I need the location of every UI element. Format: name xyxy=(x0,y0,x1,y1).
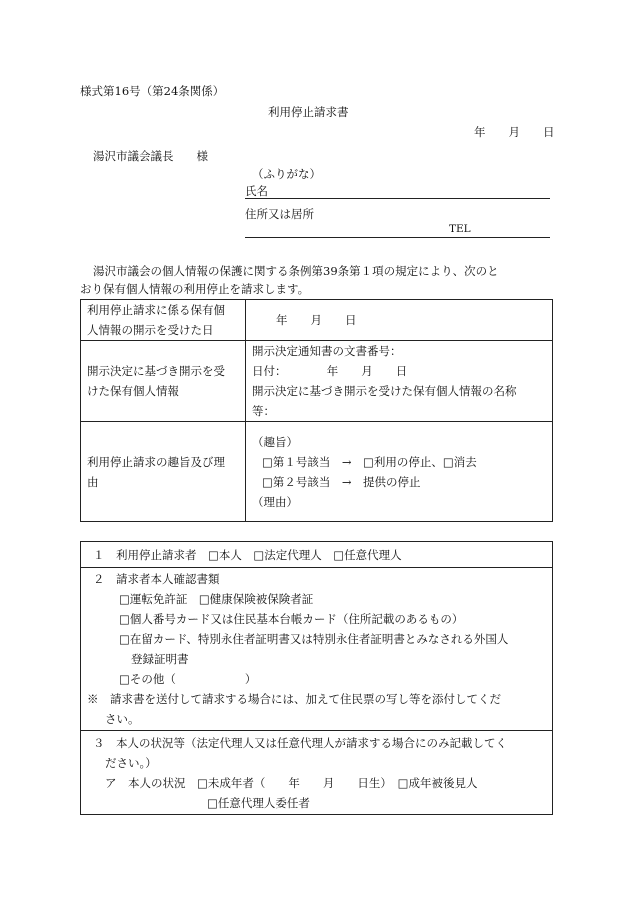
furigana-label: （ふりがな） xyxy=(252,167,321,181)
note-line: さい。 xyxy=(105,712,140,726)
date-field[interactable]: 年 月 日 xyxy=(474,125,555,139)
label-cell xyxy=(81,341,246,422)
purpose-reason-cell[interactable] xyxy=(246,422,553,522)
checkbox-line[interactable]: □在留カード、特別永住者証明書又は特別永住者証明書とみなされる外国人 xyxy=(119,632,509,646)
label-text: 人情報の開示を受けた日 xyxy=(87,323,214,337)
checkbox-line[interactable]: □個人番号カード又は住民基本台帳カード（住所記載のあるもの） xyxy=(119,612,464,626)
section-title-cont: ださい。） xyxy=(105,755,157,770)
checkbox-line[interactable]: ア 本人の状況 □未成年者（ 年 月 日生） □成年被後見人 xyxy=(105,775,478,790)
checkbox-line[interactable]: □第１号該当 → □利用の停止、□消去 xyxy=(262,454,477,469)
table-row xyxy=(81,422,553,522)
disclosed-info-cell[interactable] xyxy=(246,341,553,422)
value-line: （趣旨） xyxy=(252,434,298,449)
table-row xyxy=(81,300,553,341)
value-line: （理由） xyxy=(252,494,298,509)
table-row xyxy=(81,341,553,422)
table-row xyxy=(81,568,553,731)
label-text: 由 xyxy=(87,474,99,489)
note-line: ※ 請求書を送付して請求する場合には、加えて住民票の写し等を添付してくだ xyxy=(87,692,501,706)
principal-status-cell[interactable] xyxy=(81,731,553,815)
name-line[interactable] xyxy=(245,198,550,199)
section-title: ２ 請求者本人確認書類 xyxy=(93,572,220,586)
intro-line-2: おり保有個人情報の利用停止を請求します。 xyxy=(80,282,310,296)
request-detail-table xyxy=(80,299,553,522)
checkbox-line[interactable]: □第２号該当 → 提供の停止 xyxy=(262,474,421,489)
label-text: けた保有個人情報 xyxy=(87,384,179,398)
requester-type-cell[interactable] xyxy=(81,542,553,568)
disclosure-date-value: 年 月 日 xyxy=(276,313,357,327)
requester-type-line[interactable]: １ 利用停止請求者 □本人 □法定代理人 □任意代理人 xyxy=(93,547,402,562)
form-number: 様式第16号（第24条関係） xyxy=(80,84,225,98)
checkbox-line[interactable]: □運転免許証 □健康保険被保険者証 xyxy=(119,592,314,606)
label-text: 開示決定に基づき開示を受 xyxy=(87,364,225,378)
label-text: 利用停止請求の趣旨及び理 xyxy=(87,454,225,469)
value-line: 開示決定に基づき開示を受けた保有個人情報の名称 xyxy=(252,384,517,398)
address-label: 住所又は居所 xyxy=(245,207,314,221)
value-line: 等： xyxy=(252,404,275,418)
label-text: 利用停止請求に係る保有個 xyxy=(87,303,225,317)
name-label: 氏名 xyxy=(245,184,268,198)
table-row xyxy=(81,731,553,815)
checkbox-line-cont: 登録証明書 xyxy=(131,652,189,666)
label-cell xyxy=(81,422,246,522)
label-cell xyxy=(81,300,246,341)
table-row xyxy=(81,542,553,568)
addressee: 湯沢市議会議長 様 xyxy=(93,149,208,163)
section-title: ３ 本人の状況等（法定代理人又は任意代理人が請求する場合にのみ記載してく xyxy=(93,735,507,750)
value-line: 日付： 年 月 日 xyxy=(252,364,408,378)
address-line[interactable] xyxy=(245,237,550,238)
checkbox-line[interactable]: □任意代理人委任者 xyxy=(207,795,310,810)
disclosure-date-cell[interactable] xyxy=(246,300,553,341)
tel-label: TEL xyxy=(449,223,471,235)
checkbox-line[interactable]: □その他（ ） xyxy=(119,672,257,686)
id-docs-cell[interactable] xyxy=(81,568,553,731)
requester-info-table xyxy=(80,541,553,815)
value-line: 開示決定通知書の文書番号： xyxy=(252,344,402,358)
document-title: 利用停止請求書 xyxy=(268,105,349,119)
intro-line-1: 湯沢市議会の個人情報の保護に関する条例第39条第１項の規定により、次のと xyxy=(93,264,499,278)
